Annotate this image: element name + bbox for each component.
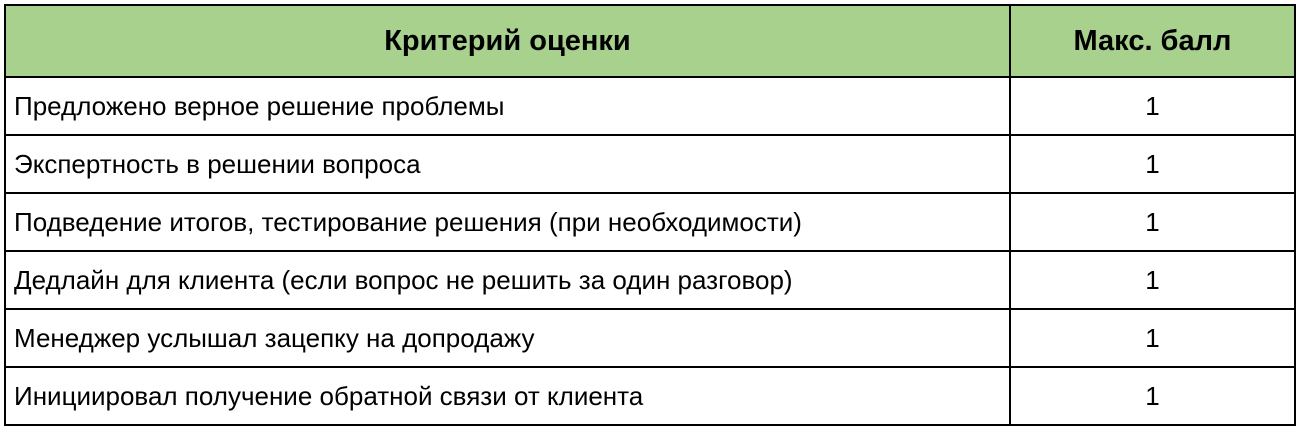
- cell-score: 1: [1010, 251, 1295, 309]
- cell-criterion: Инициировал получение обратной связи от клиента: [5, 367, 1010, 425]
- table-row: [5, 367, 1295, 425]
- column-header-criterion: Критерий оценки: [5, 5, 1010, 77]
- cell-score: 1: [1010, 367, 1295, 425]
- cell-criterion: Предложено верное решение проблемы: [5, 77, 1010, 135]
- cell-criterion: Дедлайн для клиента (если вопрос не решить за один разговор): [5, 251, 1010, 309]
- table-row: [5, 135, 1295, 193]
- table-row: [5, 309, 1295, 367]
- cell-criterion: Подведение итогов, тестирование решения (при необходимости): [5, 193, 1010, 251]
- table-header: [5, 5, 1295, 77]
- header-row: [5, 5, 1295, 77]
- cell-score: 1: [1010, 193, 1295, 251]
- table-row: [5, 251, 1295, 309]
- table-body: [5, 77, 1295, 425]
- cell-score: 1: [1010, 135, 1295, 193]
- column-header-score: Макс. балл: [1010, 5, 1295, 77]
- table-row: [5, 193, 1295, 251]
- cell-score: 1: [1010, 309, 1295, 367]
- evaluation-criteria-table: [4, 4, 1296, 426]
- cell-score: 1: [1010, 77, 1295, 135]
- cell-criterion: Менеджер услышал зацепку на допродажу: [5, 309, 1010, 367]
- table-row: [5, 77, 1295, 135]
- cell-criterion: Экспертность в решении вопроса: [5, 135, 1010, 193]
